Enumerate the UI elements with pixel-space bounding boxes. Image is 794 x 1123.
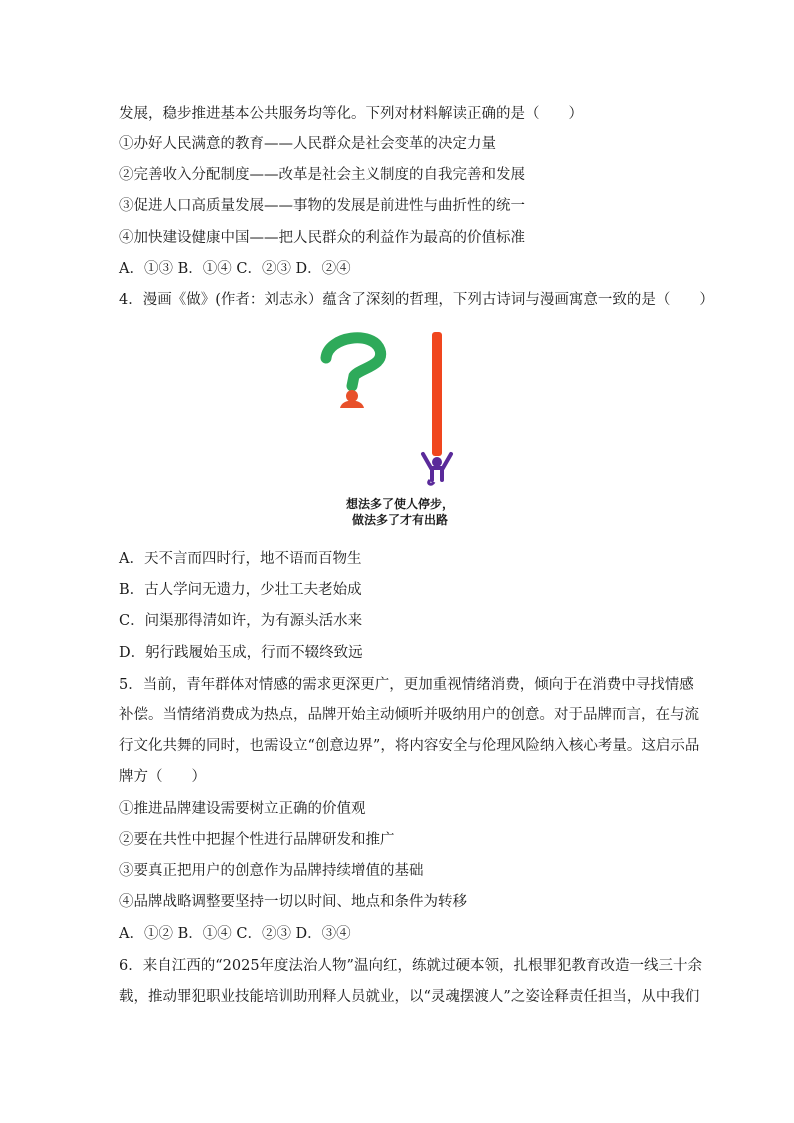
question-5-line-4: 牌方（ ） <box>119 769 206 785</box>
option-2: ②完善收入分配制度——改革是社会主义制度的自我完善和发展 <box>119 167 525 183</box>
answer-choices: A．①② B．①④ C．②③ D．③④ <box>119 926 351 942</box>
statement-4: ④品牌战略调整要坚持一切以时间、地点和条件为转移 <box>119 894 467 910</box>
question-4: 4．漫画《做》(作者：刘志永）蕴含了深刻的哲理，下列古诗词与漫画寓意一致的是（ ） <box>119 292 714 308</box>
option-d: D．躬行践履始玉成，行而不辍终致远 <box>119 645 363 661</box>
statement-1: ①推进品牌建设需要树立正确的价值观 <box>119 801 366 817</box>
option-1: ①办好人民满意的教育——人民群众是社会变革的决定力量 <box>119 136 496 152</box>
caption-line-1: 想法多了使人停步， <box>345 497 454 511</box>
curled-person-icon <box>340 390 364 408</box>
option-b: B．古人学问无遗力，少壮工夫老始成 <box>119 582 362 598</box>
question-5-line-2: 补偿。当情绪消费成为热点，品牌开始主动倾听并吸纳用户的创意。对于品牌而言，在与流 <box>119 707 699 723</box>
question-5-line-3: 行文化共舞的同时，也需设立“创意边界”，将内容安全与伦理风险纳入核心考量。这启示品 <box>119 738 700 754</box>
option-a: A．天不言而四时行，地不语而百物生 <box>119 551 362 567</box>
statement-2: ②要在共性中把握个性进行品牌研发和推广 <box>119 832 395 848</box>
question-5-line-1: 5．当前，青年群体对情感的需求更深更广，更加重视情绪消费，倾向于在消费中寻找情感 <box>119 677 694 693</box>
answer-choices: A．①③ B．①④ C．②③ D．②④ <box>119 261 351 277</box>
exclamation-bar-icon <box>432 332 442 456</box>
standing-person-icon <box>423 454 451 484</box>
option-c: C．问渠那得清如许，为有源头活水来 <box>119 613 363 629</box>
option-4: ④加快建设健康中国——把人民群众的利益作为最高的价值标准 <box>119 230 525 246</box>
statement-3: ③要真正把用户的创意作为品牌持续增值的基础 <box>119 863 424 879</box>
comic-caption <box>330 496 470 528</box>
question-6-line-2: 载，推动罪犯职业技能培训助刑释人员就业，以“灵魂摆渡人”之姿诠释责任担当，从中我们 <box>119 989 700 1005</box>
option-3: ③促进人口高质量发展——事物的发展是前进性与曲折性的统一 <box>119 198 525 214</box>
question-6-line-1: 6．来自江西的“2025年度法治人物”温向红，练就过硬本领，扎根罪犯教育改造一线三十余 <box>119 958 702 974</box>
caption-line-2: 做法多了才有出路 <box>351 513 448 527</box>
question-mark-icon <box>326 338 381 386</box>
text-line: 发展，稳步推进基本公共服务均等化。下列对材料解读正确的是（ ） <box>119 106 583 122</box>
